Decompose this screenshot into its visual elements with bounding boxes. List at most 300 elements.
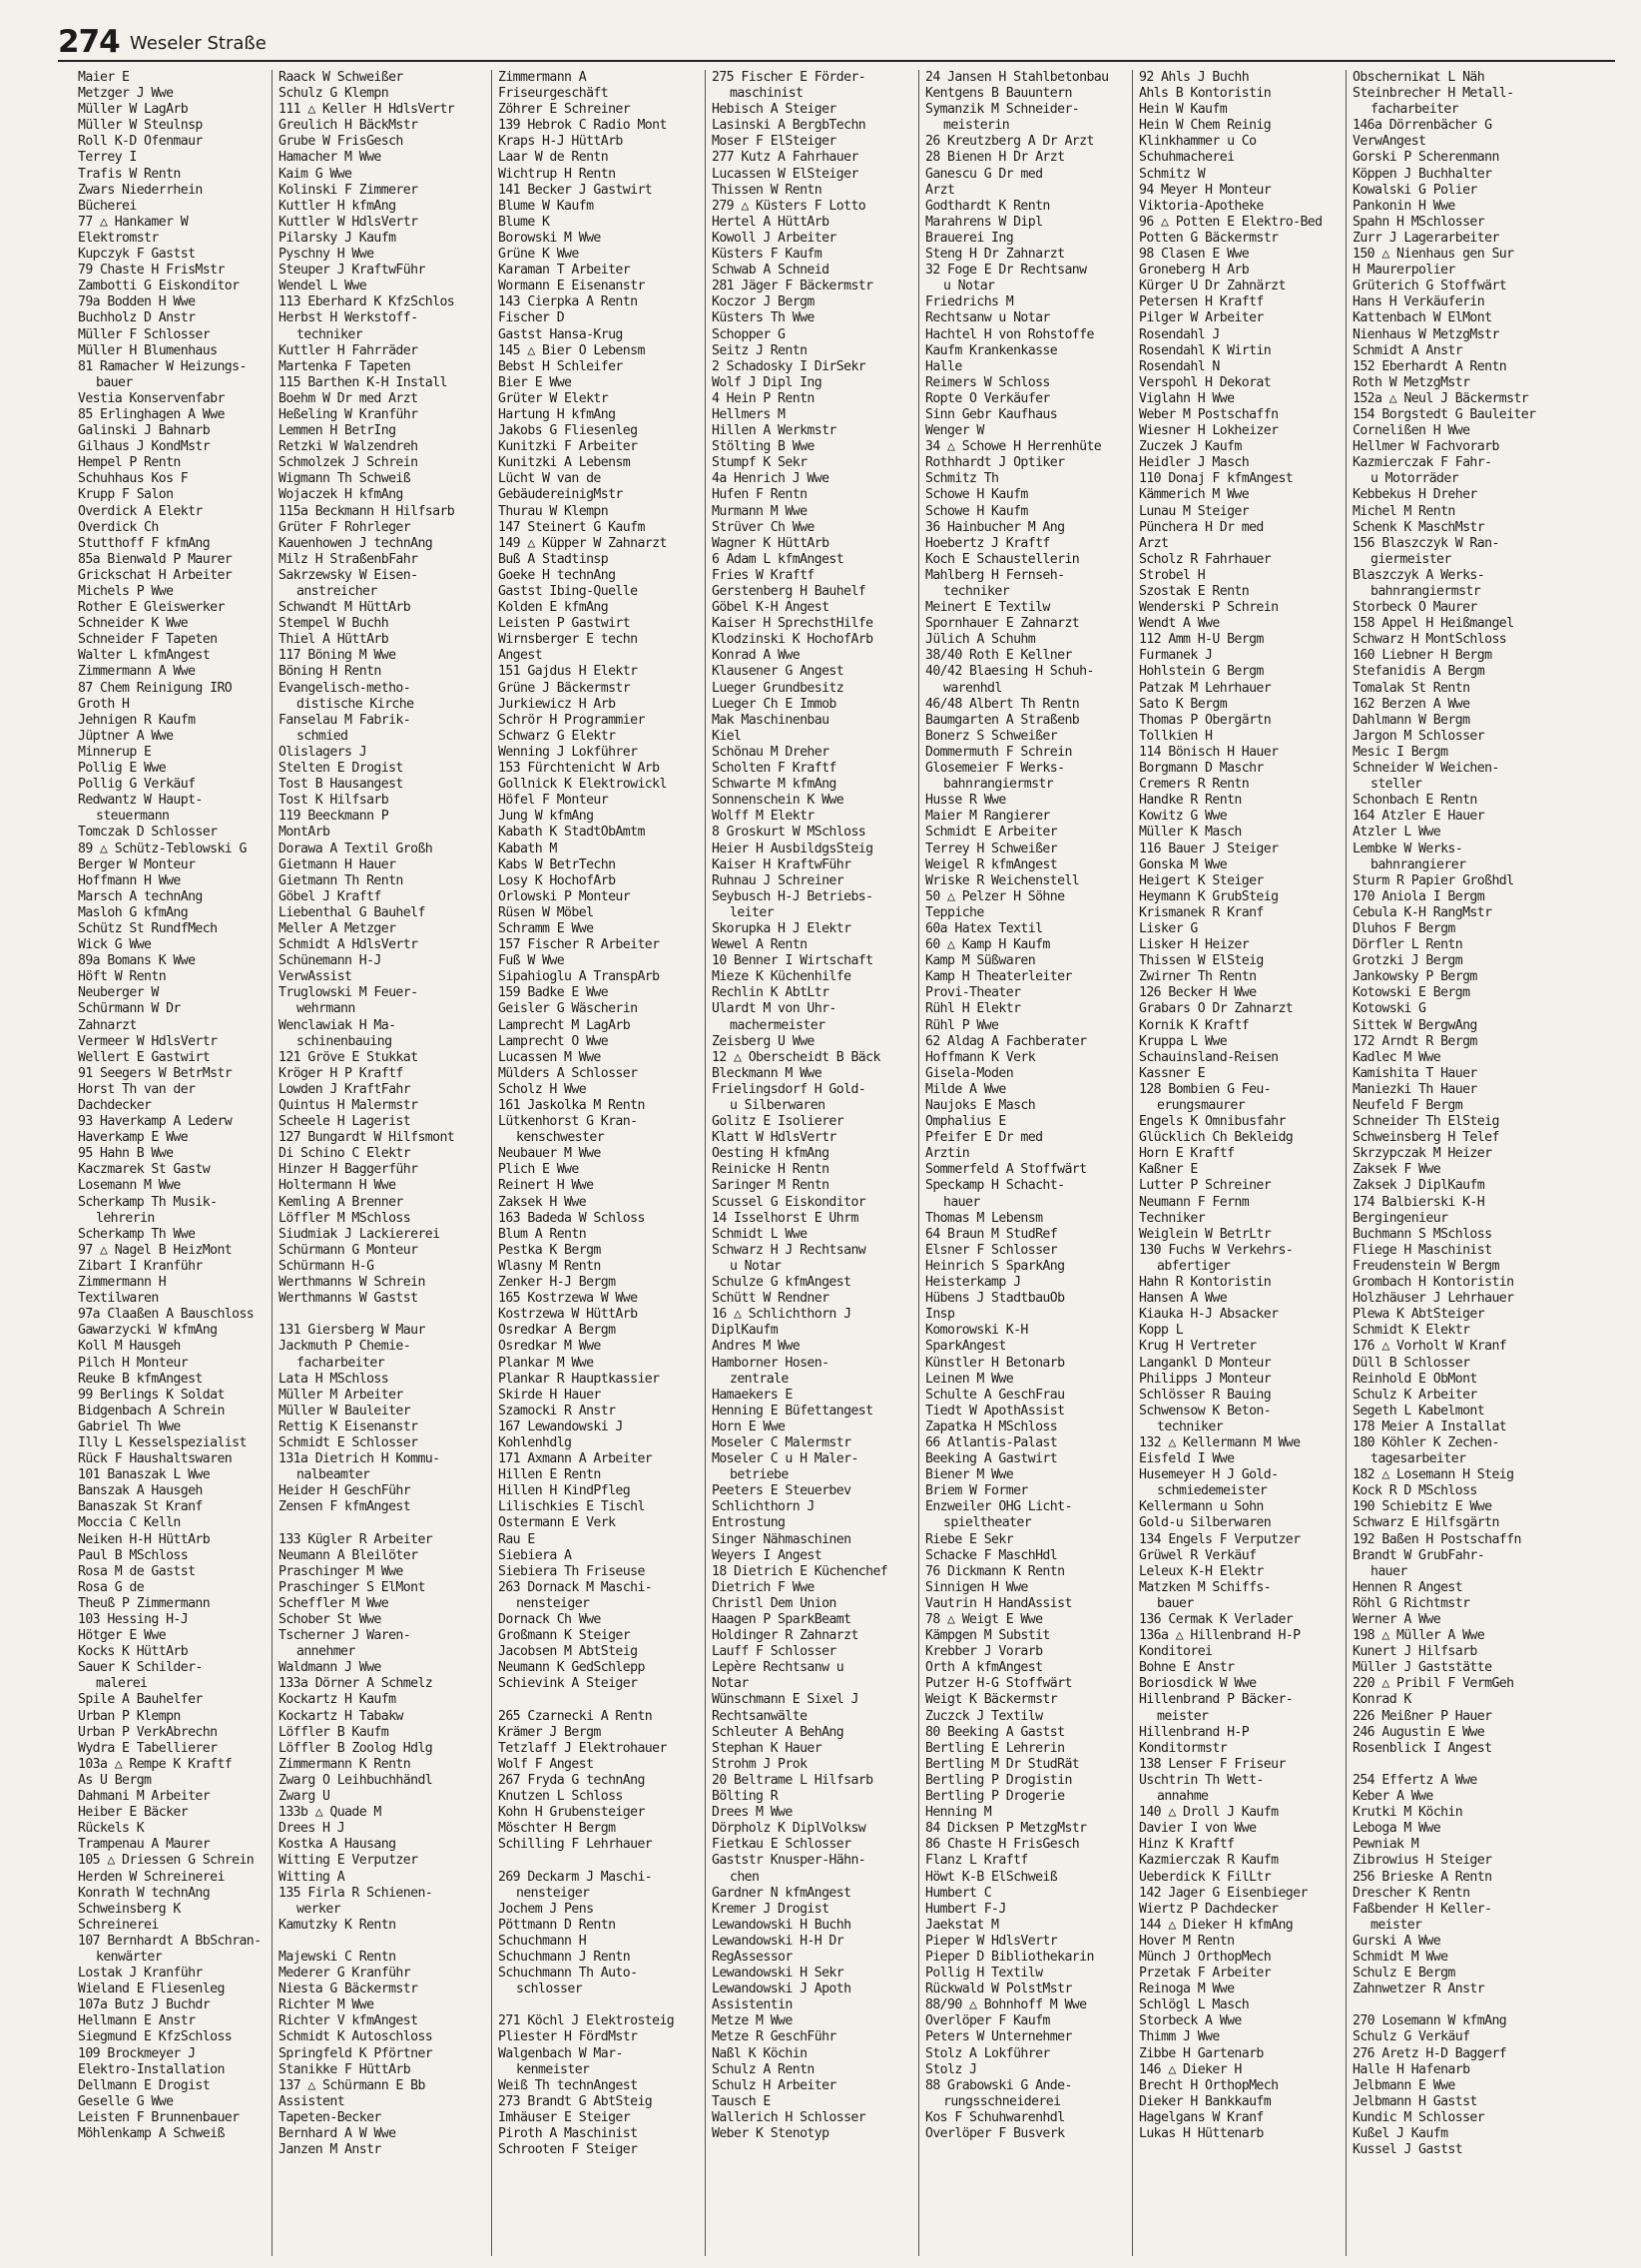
directory-entry: 133b △ Quade M [278,1805,381,1821]
directory-entry: Bertling P Drogistin [925,1772,1072,1788]
directory-entry: Pliester H FördMstr [498,2029,638,2045]
directory-entry: Lemmen H BetrIng [278,423,396,439]
directory-entry: Ganescu G Dr med [925,166,1043,182]
directory-entry: Lewandowski H Sekr [712,1966,844,1982]
directory-entry: 139 Hebrok C Radio Mont [498,118,667,134]
directory-entry: Dörfler L Rentn [1353,937,1463,953]
directory-entry: Pilch H Monteur [78,1355,189,1371]
directory-entry: Kazmierczak F Fahr- [1353,455,1492,471]
directory-entry: Scholten F Kraftf [712,761,836,777]
directory-entry: Friedrichs M [925,294,1014,310]
directory-entry: Krämer J Bergm [498,1724,601,1740]
directory-entry: Schuhmacherei [1139,150,1235,166]
directory-entry: Lasinski A BergbTechn [712,118,866,134]
directory-entry: Schneider Th ElSteig [1353,1114,1499,1130]
directory-entry: Raack W Schweißer [278,70,403,85]
directory-entry: Jülich A Schuhm [925,632,1036,648]
directory-entry: Sinnigen H Wwe [925,1579,1028,1595]
directory-entry: 269 Deckarm J Maschi- [498,1869,653,1885]
directory-entry: Koll M Hausgeh [78,1339,181,1355]
directory-entry: Kremer J Drogist [712,1901,829,1917]
directory-entry: Kebbekus H Dreher [1353,487,1477,503]
directory-entry: Arzt [925,182,955,198]
directory-entry: Höwt K-B ElSchweiß [925,1869,1058,1885]
directory-entry: Blum A Rentn [498,1226,587,1242]
directory-entry: 136 Cermak K Verlader [1139,1612,1294,1627]
directory-entry: hauer [943,1194,980,1210]
directory-entry: Gerstenberg H Bauhelf [712,584,866,599]
directory-entry: Pollig G Verkäuf [78,777,196,793]
directory-entry: Henning E Büfettangest [712,1403,873,1418]
directory-entry: Andres M Wwe [712,1339,801,1355]
directory-entry: Riebe E Sekr [925,1531,1014,1547]
directory-entry: Meinert E Textilw [925,600,1050,616]
directory-entry: 273 Brandt G AbtSteig [498,2093,653,2109]
directory-column [1132,70,1346,2256]
directory-entry: 143 Cierpka A Rentn [498,294,638,310]
directory-entry: Gawarzycki W kfmAng [78,1323,218,1339]
directory-entry: Witting A [278,1869,345,1885]
directory-entry: Blaszczyk A Werks- [1353,567,1485,583]
directory-entry: Großmann K Steiger [498,1628,631,1644]
directory-entry: 20 Beltrame L Hilfsarb [712,1772,873,1788]
directory-entry: Geisler G Wäscherin [498,1001,638,1017]
directory-entry: bahnrangierer [1370,856,1466,872]
directory-entry: Schürmann H-G [278,1258,374,1274]
directory-entry: Konrad K [1353,1692,1411,1708]
directory-entry: Imhäuser E Steiger [498,2109,631,2125]
directory-entry: Heigert K Steiger [1139,872,1264,888]
directory-entry: Grube W FrisGesch [278,134,403,150]
directory-entry: Schulz A Rentn [712,2061,815,2077]
directory-entry: Gurski A Wwe [1353,1933,1441,1949]
directory-entry: Paul B MSchloss [78,1547,189,1563]
directory-entry: Werthmanns W Gastst [278,1291,418,1307]
directory-entry: Patzak M Lehrhauer [1139,680,1272,696]
directory-entry: Keber A Wwe [1353,1789,1433,1805]
directory-entry: Ostermann E Verk [498,1515,616,1531]
directory-entry: Rühl P Wwe [925,1017,999,1033]
directory-entry: Grüterich G Stoffwärt [1353,279,1507,294]
directory-entry: u Motorräder [1370,471,1459,487]
directory-entry [278,1934,491,1950]
directory-entry: Pollig E Wwe [78,761,167,777]
directory-entry: Leisten P Gastwirt [498,616,631,632]
directory-entry: Löffler B Kaufm [278,1724,389,1740]
directory-entry: 96 △ Potten E Elektro-Bed [1139,214,1323,230]
directory-entry: 270 Losemann W kfmAng [1353,2013,1507,2029]
directory-entry: Wendel L Wwe [278,279,367,294]
directory-entry: Wellert E Gastwirt [78,1049,211,1065]
directory-entry: Dietrich F Wwe [712,1579,815,1595]
directory-entry: Masloh G kfmAng [78,904,189,920]
directory-entry: Tiedt W ApothAssist [925,1403,1065,1418]
directory-entry: Tomczak D Schlosser [78,825,218,841]
directory-entry: Schievink A Steiger [498,1676,638,1692]
directory-entry: 64 Braun M StudRef [925,1226,1058,1242]
directory-entry: 277 Kutz A Fahrhauer [712,150,858,166]
directory-entry: Tetzlaff J Elektrohauer [498,1740,667,1756]
directory-entry: Mederer G Kranführ [278,1966,411,1982]
directory-entry: Trampenau A Maurer [78,1837,211,1853]
directory-entry: Schowe H Kaufm [925,487,1028,503]
directory-entry: Rück F Haushaltswaren [78,1451,233,1467]
directory-entry: 93 Haverkamp A Lederw [78,1114,233,1130]
directory-entry: Kauenhowen J technAng [278,535,433,551]
directory-entry: H Maurerpolier [1353,263,1455,279]
directory-entry: Hamborner Hosen- [712,1355,829,1371]
directory-entry: Rosa M de Gastst [78,1563,196,1579]
directory-entry: Neuberger W [78,985,159,1001]
directory-entry: 110 Donaj F kfmAngest [1139,471,1294,487]
directory-entry: Schmidt E Arbeiter [925,825,1058,841]
directory-entry: Pünchera H Dr med [1139,519,1264,535]
directory-entry: Lewandowski J Apoth [712,1982,851,1997]
directory-entry: Szostak E Rentn [1139,584,1250,599]
directory-entry: Grotzki J Bergm [1353,953,1463,969]
directory-entry [278,1307,491,1323]
directory-entry: Rosenblick I Angest [1353,1740,1492,1756]
directory-entry: 131a Dietrich H Kommu- [278,1451,440,1467]
directory-entry: Müller K Masch [1139,825,1242,841]
directory-entry: Thomas P Obergärtn [1139,712,1272,728]
directory-entry: Hein W Chem Reinig [1139,118,1272,134]
directory-entry: Schonbach E Rentn [1353,793,1477,809]
directory-entry: Hillenbrand H-P [1139,1724,1250,1740]
directory-entry: Weigel R kfmAngest [925,856,1058,872]
directory-entry: Sittek W BergwAng [1353,1017,1477,1033]
directory-entry: 14 Isselhorst E Uhrm [712,1210,858,1226]
directory-entry: Przetak F Arbeiter [1139,1966,1272,1982]
directory-entry: 24 Jansen H Stahlbetonbau [925,70,1109,85]
directory-entry: Fuß W Wwe [498,953,565,969]
directory-entry: Stolz A Lokführer [925,2045,1050,2061]
directory-entry: GebäudereinigMstr [498,487,623,503]
directory-entry: Schlichthorn J [712,1499,815,1515]
directory-entry: Zeisberg U Wwe [712,1033,815,1049]
directory-entry: Schwarz G Elektr [498,728,616,744]
directory-entry: Hötger E Wwe [78,1628,167,1644]
directory-entry: Verspohl H Dekorat [1139,374,1272,390]
directory-entry: 130 Fuchs W Verkehrs- [1139,1242,1294,1258]
directory-entry: Seybusch H-J Betriebs- [712,888,873,904]
directory-entry: Blume K [498,214,550,230]
directory-entry: Schmitz W [1139,166,1206,182]
directory-entry: Lata H MSchloss [278,1371,389,1387]
directory-entry: Ahls B Kontoristin [1139,86,1272,102]
directory-entry: Provi-Theater [925,985,1021,1001]
directory-entry: 154 Borgstedt G Bauleiter [1353,406,1536,422]
directory-entry: Wick G Wwe [78,937,152,953]
directory-entry: Reinert H Wwe [498,1178,594,1194]
directory-entry: Zaksek J DiplKaufm [1353,1178,1485,1194]
directory-entry: Sauer K Schilder- [78,1660,203,1676]
directory-entry: Elektro-Installation [78,2061,225,2077]
directory-entry: Bleckmann M Wwe [712,1065,822,1081]
directory-entry: schlosser [516,1982,583,1997]
directory-entry: Metze R GeschFühr [712,2029,836,2045]
directory-entry: 146a Dörrenbächer G [1353,118,1492,134]
directory-entry: Scussel G Eiskonditor [712,1194,866,1210]
directory-entry: Schwensow K Beton- [1139,1403,1272,1418]
directory-entry: Schmidt E Schlosser [278,1434,418,1450]
directory-entry: Segeth L Kabelmont [1353,1403,1485,1418]
directory-entry: Schmidt M Wwe [1353,1949,1448,1965]
directory-entry: SparkAngest [925,1339,1006,1355]
directory-entry: 94 Meyer H Monteur [1139,182,1272,198]
directory-entry: schmiedemeister [1157,1483,1268,1499]
directory-entry: Fliege H Maschinist [1353,1242,1492,1258]
directory-entry: Haverkamp E Wwe [78,1130,189,1146]
directory-entry: 134 Engels F Verputzer [1139,1531,1301,1547]
directory-entry: Schneider F Tapeten [78,632,218,648]
directory-entry: Schmidt K Autoschloss [278,2029,433,2045]
directory-entry: Zapatka H MSchloss [925,1418,1058,1434]
directory-entry: Blume W Kaufm [498,198,594,214]
directory-entry: Majewski C Rentn [278,1949,396,1965]
directory-entry: Schmolzek J Schrein [278,455,418,471]
directory-entry: Kowitz G Wwe [1139,809,1228,825]
directory-entry: Schweinsberg K [78,1901,181,1917]
directory-entry: Di Schino C Elektr [278,1146,411,1162]
directory-entry: Bidgenbach A Schrein [78,1403,225,1418]
directory-entry: Rosendahl K Wirtin [1139,342,1272,358]
directory-entry: 107a Butz J Buchdr [78,1997,211,2013]
directory-entry: 4 Hein P Rentn [712,390,815,406]
directory-entry: 158 Appel H Heißmangel [1353,616,1514,632]
directory-entry: Siebiera A [498,1547,572,1563]
directory-entry: Overdick Ch [78,519,159,535]
directory-entry: Horn E Kraftf [1139,1146,1235,1162]
directory-entry: Zurr J Lagerarbeiter [1353,230,1499,246]
directory-entry: Kaim G Wwe [278,166,352,182]
directory-entry: steller [1370,777,1422,793]
directory-entry: VerwAngest [1353,134,1426,150]
directory-entry: Schopper G [712,326,786,342]
directory-entry: Godthardt K Rentn [925,198,1050,214]
directory-entry: 79a Bodden H Wwe [78,294,196,310]
directory-entry: Pestka K Bergm [498,1242,601,1258]
directory-entry: Lilischkies E Tischl [498,1499,645,1515]
directory-entry: Lostak J Kranführ [78,1966,203,1982]
directory-entry: Müller W Steulnsp [78,118,203,134]
directory-entry: Lunau M Steiger [1139,503,1250,519]
directory-entry: 89 △ Schütz-Teblowski G [78,841,247,856]
directory-entry: Gorski P Scherenmann [1353,150,1499,166]
directory-entry: 66 Atlantis-Palast [925,1434,1058,1450]
directory-entry: Groth H [78,696,130,712]
directory-entry: Weyers I Angest [712,1547,822,1563]
directory-entry: Gollnick K Elektrowickl [498,777,667,793]
directory-entry [1353,1997,1580,2013]
directory-entry: Brecht H OrthopMech [1139,2077,1279,2093]
directory-entry: Overdick A Elektr [78,503,203,519]
directory-entry: lehrerin [96,1210,155,1226]
directory-entry: Rechtsanw u Notar [925,310,1050,326]
directory-entry: Cremers R Rentn [1139,777,1250,793]
directory-entry: Müller M Arbeiter [278,1387,403,1403]
directory-entry: Hartung H kfmAng [498,406,616,422]
directory-entry: Rosendahl J [1139,326,1220,342]
directory-entry: 141 Becker J Gastwirt [498,182,653,198]
directory-entry: RegAssessor [712,1949,793,1965]
directory-entry: Ärztin [925,1146,970,1162]
directory-entry: Wünschmann E Sixel J [712,1692,858,1708]
directory-entry: 103a △ Rempe K Kraftf [78,1756,233,1772]
directory-entry: Omphalius E [925,1114,1006,1130]
directory-entry: Viktoria-Apotheke [1139,198,1264,214]
directory-entry: 167 Lewandowski J [498,1418,623,1434]
directory-entry: Drescher K Rentn [1353,1885,1470,1901]
directory-entry: 149 △ Küpper W Zahnarzt [498,535,667,551]
directory-entry: Grüter W Elektr [498,390,609,406]
directory-entry: Rechtsanwälte [712,1708,808,1724]
directory-entry: Koczor J Bergm [712,294,815,310]
directory-entry: Zwarg O Leihbuchhändl [278,1772,433,1788]
directory-entry: Krismanek R Kranf [1139,904,1264,920]
directory-entry: Humbert F-J [925,1901,1006,1917]
directory-entry: Heinrich S SparkAng [925,1258,1065,1274]
directory-entry: Moccia C Kelln [78,1515,181,1531]
directory-entry: Neumann A Bleilöter [278,1547,418,1563]
directory-entry: Wenderski P Schrein [1139,600,1279,616]
directory-entry: Spahn H MSchlosser [1353,214,1485,230]
directory-entry: 281 Jäger F Bäckermstr [712,279,873,294]
directory-entry: Christl Dem Union [712,1595,836,1611]
directory-entry: Konditorei [1139,1644,1213,1660]
directory-entry: Bebst H Schleifer [498,358,623,374]
directory-entry: Richter M Wwe [278,1997,374,2013]
directory-entry: bahnrangiermstr [943,777,1054,793]
directory-entry: Dahlmann W Bergm [1353,712,1470,728]
directory-entry: 138 Lenser F Friseur [1139,1756,1286,1772]
directory-entry: Herden W Schreinerei [78,1869,225,1885]
directory-entry: Schuhhaus Kos F [78,471,189,487]
directory-column [491,70,705,2256]
directory-entry: Kotowski G [1353,1001,1426,1017]
directory-column [1346,70,1580,2256]
directory-entry: 140 △ Droll J Kaufm [1139,1805,1279,1821]
directory-entry: bauer [1157,1595,1194,1611]
directory-entry: Borgmann D Maschr [1139,761,1264,777]
directory-entry: Kamutzky K Rentn [278,1917,396,1933]
directory-entry: Rothhardt J Optiker [925,455,1065,471]
directory-entry: Schuchmann H [498,1933,587,1949]
directory-entry: Friseurgeschäft [498,86,609,102]
directory-entry: warenhdl [943,680,1002,696]
directory-entry: Kellermann u Sohn [1139,1499,1264,1515]
directory-entry: Bernhard A W Wwe [278,2126,396,2141]
directory-entry: Wenclawiak H Ma- [278,1017,396,1033]
directory-entry: Marahrens W Dipl [925,214,1043,230]
directory-entry: Küsters F Kaufm [712,247,822,263]
directory-entry: Krutki M Köchin [1353,1805,1463,1821]
directory-entry: 32 Foge E Dr Rechtsanw [925,263,1087,279]
directory-entry: Hans H Verkäuferin [1353,294,1485,310]
directory-entry: Hachtel H von Rohstoffe [925,326,1094,342]
directory-entry: Schlösser R Bauing [1139,1387,1272,1403]
directory-entry: Zenker H-J Bergm [498,1275,616,1291]
directory-entry: Scheffler M Wwe [278,1595,389,1611]
directory-entry: bahnrangiermstr [1370,584,1481,599]
directory-entry: 111 △ Keller H HdlsVertr [278,102,455,118]
directory-entry: Fries W Kraftf [712,567,815,583]
directory-entry: Jochem J Pens [498,1901,594,1917]
directory-entry: Schwarz H J Rechtsanw [712,1242,866,1258]
directory-entry: 98 Clasen E Wwe [1139,247,1250,263]
directory-entry: Müller H Blumenhaus [78,342,218,358]
directory-entry: Lueger Grundbesitz [712,680,844,696]
directory-entry: Terrey I [78,150,137,166]
directory-entry: Jargon M Schlosser [1353,728,1485,744]
directory-entry: Heiber E Bäcker [78,1805,189,1821]
directory-entry: Wagner K HüttArb [712,535,829,551]
directory-entry: Assistent [278,2093,345,2109]
directory-entry: Schütt W Rendner [712,1291,829,1307]
directory-entry: Lewandowski H Buchh [712,1917,851,1933]
directory-entry: Elektromstr [78,230,159,246]
directory-entry: 84 Dicksen P MetzgMstr [925,1821,1087,1837]
directory-entry: Pilger W Arbeiter [1139,310,1264,326]
directory-entry: Moser F ElSteiger [712,134,836,150]
directory-entry: Vestia Konservenfabr [78,390,225,406]
directory-entry: Kußel J Kaufm [1353,2126,1448,2141]
directory-entry: Plankar R Hauptkassier [498,1371,660,1387]
directory-entry: Zuczck J Textilw [925,1708,1043,1724]
directory-entry: Ulardt M von Uhr- [712,1001,836,1017]
directory-entry: Buchmann S MSchloss [1353,1226,1492,1242]
directory-entry: Schauinsland-Reisen [1139,1049,1279,1065]
directory-entry: Konrad A Wwe [712,648,801,664]
directory-entry: Lowden J KraftFahr [278,1081,411,1097]
directory-entry: nensteiger [516,1595,590,1611]
directory-entry: Boriosdick W Wwe [1139,1676,1257,1692]
directory-entry: MontArb [278,825,330,841]
directory-entry: Schleuter A BehAng [712,1724,844,1740]
directory-entry: Grüne J Bäckermstr [498,680,631,696]
directory-entry: Hamacher M Wwe [278,150,381,166]
directory-entry: Drees H J [278,1821,345,1837]
directory-entry: Schulz E Bergm [1353,1966,1455,1982]
directory-entry: 279 △ Küsters F Lotto [712,198,866,214]
directory-entry: Wendt A Wwe [1139,616,1220,632]
directory-entry: Thomas M Lebensm [925,1210,1043,1226]
directory-entry: Dornack Ch Wwe [498,1612,601,1627]
directory-entry: Grickschat H Arbeiter [78,567,233,583]
directory-entry: Springfeld K Pförtner [278,2045,433,2061]
directory-entry: Losemann M Wwe [78,1178,181,1194]
directory-entry: Petersen H Kraftf [1139,294,1264,310]
directory-entry: 267 Fryda G technAng [498,1772,645,1788]
directory-entry: Hillen E Rentn [498,1467,601,1483]
directory-entry: 159 Badke E Wwe [498,985,609,1001]
directory-entry: Stefanidis A Bergm [1353,664,1485,680]
directory-entry: maschinist [730,86,804,102]
directory-entry: Lepère Rechtsanw u [712,1660,844,1676]
directory-entry: Zaksek F Wwe [1353,1162,1441,1178]
directory-entry: Biener M Wwe [925,1467,1014,1483]
directory-entry: Grüne K Wwe [498,247,579,263]
directory-entry: Hansen A Wwe [1139,1291,1228,1307]
directory-entry: Wiesner H Lokheizer [1139,423,1279,439]
directory-entry: Mesic I Bergm [1353,744,1448,760]
directory-entry: Schwarz E Hilfsgärtn [1353,1515,1499,1531]
directory-entry: Peters W Unternehmer [925,2029,1072,2045]
directory-entry: Schütz St RundfMech [78,920,218,936]
directory-entry: 77 △ Hankamer W [78,214,189,230]
directory-entry: Hillen H KindPfleg [498,1483,631,1499]
directory-entry: Lisker H Heizer [1139,937,1250,953]
